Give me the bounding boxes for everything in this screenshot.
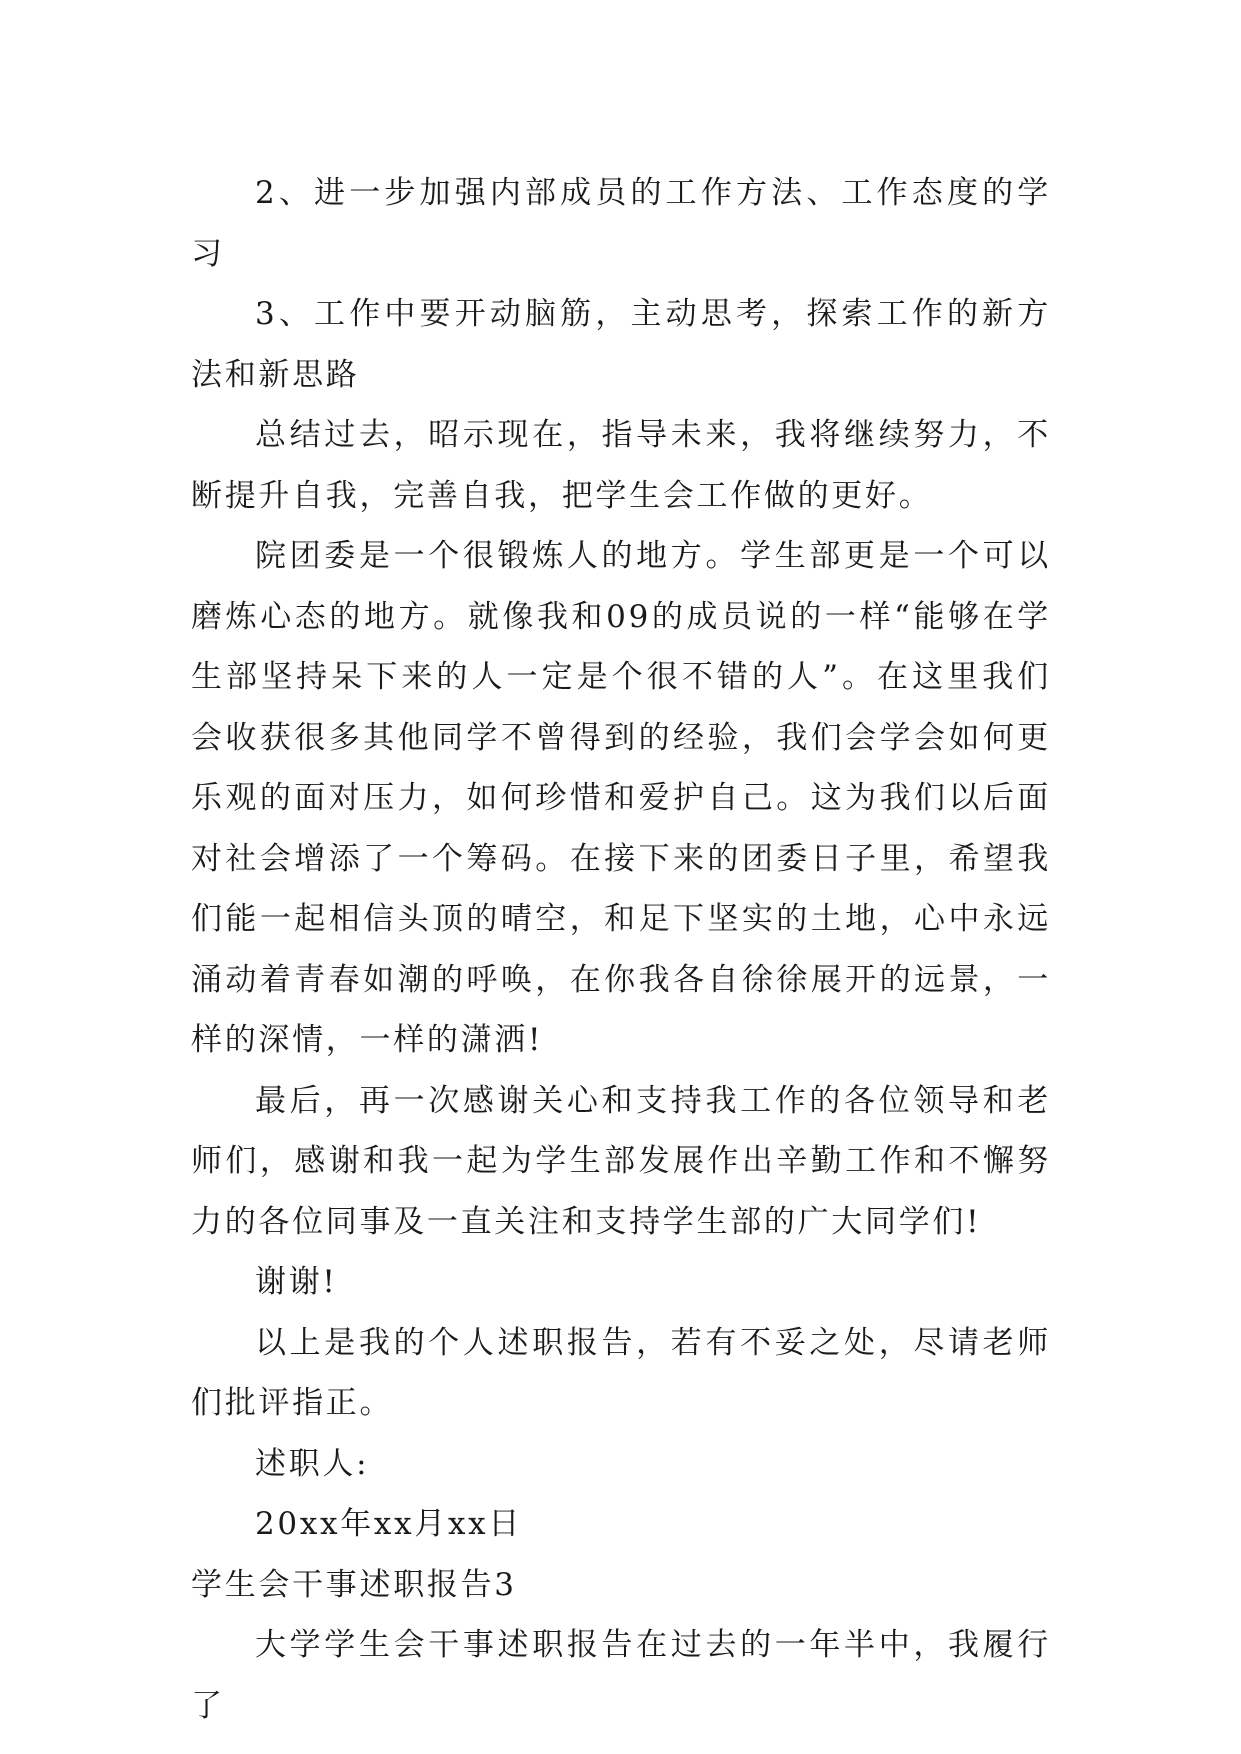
paragraph-league-committee: 院团委是一个很锻炼人的地方。学生部更是一个可以磨炼心态的地方。就像我和09的成员说的一样“能够在学生部坚持呆下来的人一定是个很不错的人”。在这里我们会收获很多其他同学不曾得到的经验，我们会学会如何更乐观的面对压力，如何珍惜和爱护自己。这为我们以后面对社会增添了一个筹码。在接下来的团委日子里，希望我们能一起相信头顶的晴空，和足下坚实的土地，心中永远涌动着青春如潮的呼唤，在你我各自徐徐展开的远景，一样的深情，一样的潇洒! xyxy=(191,538,1051,1058)
paragraph-summary: 总结过去，昭示现在，指导未来，我将继续努力，不断提升自我，完善自我，把学生会工作做的更好。 xyxy=(191,417,1051,514)
section-heading: 学生会干事述职报告3 xyxy=(191,1566,517,1603)
paragraph-next-report-start: 大学学生会干事述职报告在过去的一年半中，我履行了 xyxy=(191,1627,1051,1724)
paragraph-thank-you: 谢谢! xyxy=(255,1264,338,1300)
paragraph-report-end: 以上是我的个人述职报告，若有不妥之处，尽请老师们批评指正。 xyxy=(191,1324,1051,1421)
paragraph-thanks-closing: 最后，再一次感谢关心和支持我工作的各位领导和老师们，感谢和我一起为学生部发展作出辛勤工作和不懈努力的各位同事及一直关注和支持学生部的广大同学们! xyxy=(191,1082,1051,1240)
paragraph-item-3: 3、工作中要开动脑筋，主动思考，探索工作的新方法和新思路 xyxy=(191,296,1051,393)
document-body xyxy=(191,163,1051,1736)
signature-label: 述职人: xyxy=(255,1445,370,1482)
report-date: 20xx年xx月xx日 xyxy=(255,1506,523,1542)
paragraph-item-2: 2、进一步加强内部成员的工作方法、工作态度的学习 xyxy=(191,175,1051,272)
